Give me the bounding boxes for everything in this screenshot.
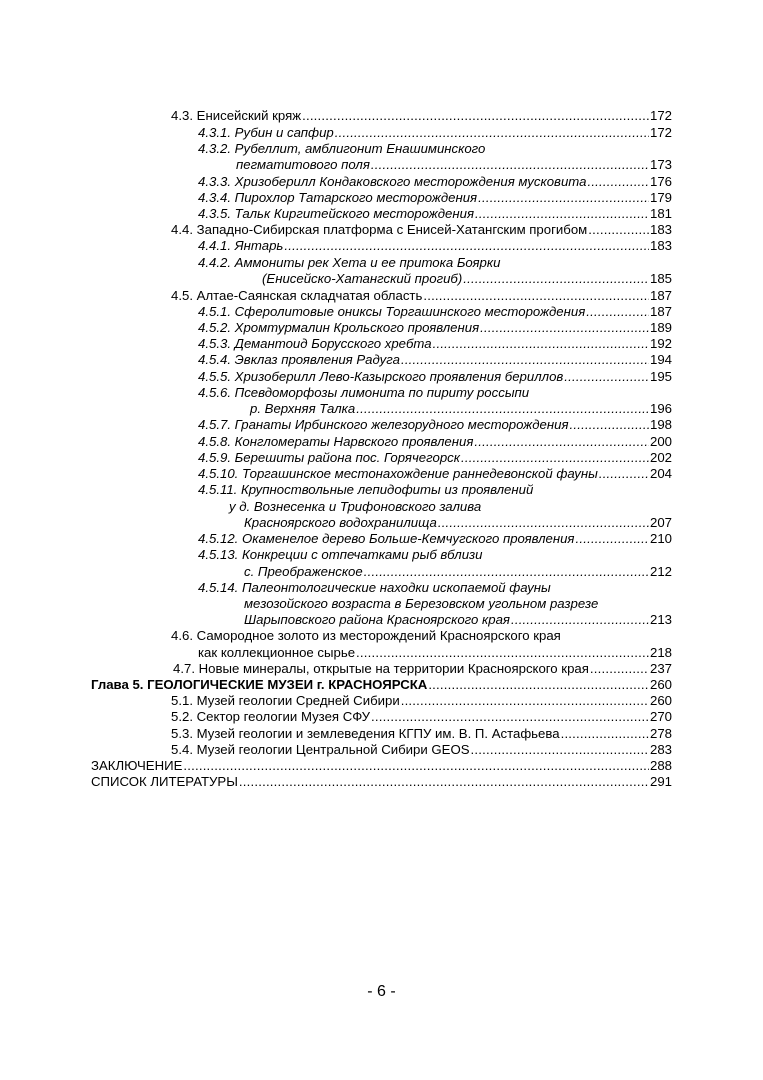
toc-entry-page: 210: [649, 531, 672, 546]
toc-entry[interactable]: [244, 515, 672, 531]
toc-entry[interactable]: [198, 174, 672, 190]
toc-entry-title: ЗАКЛЮЧЕНИЕ: [91, 758, 183, 773]
toc-entry[interactable]: [171, 742, 672, 758]
toc-entry-page: 204: [649, 466, 672, 481]
toc-entry-title: 5.4. Музей геологии Центральной Сибири GEOS: [171, 742, 470, 757]
toc-entry[interactable]: [171, 288, 672, 304]
toc-entry[interactable]: [198, 190, 672, 206]
toc-entry-page: 183: [649, 222, 672, 237]
toc-entry-page: 237: [649, 661, 672, 676]
toc-entry-title: Красноярского водохранилища: [244, 515, 437, 530]
toc-entry-page: 172: [649, 125, 672, 140]
toc-leader-dots: [471, 742, 649, 758]
toc-entry-page: 187: [649, 288, 672, 303]
toc-entry[interactable]: [198, 320, 672, 336]
toc-entry[interactable]: [171, 726, 672, 742]
toc-entry-title: 4.4. Западно-Сибирская платформа с Енисей-Хатангским прогибом: [171, 222, 588, 237]
toc-entry[interactable]: [198, 125, 672, 141]
toc-entry-page: 198: [649, 417, 672, 432]
toc-entry-page: 194: [649, 352, 672, 367]
toc-leader-dots: [356, 645, 649, 661]
toc-entry-title: 5.2. Сектор геологии Музея СФУ: [171, 709, 371, 724]
toc-leader-dots: [433, 336, 649, 352]
toc-entry[interactable]: [198, 434, 672, 450]
toc-entry-title[interactable]: 4.6. Самородное золото из месторождений Красноярского края: [171, 628, 561, 643]
toc-entry-page: 192: [649, 336, 672, 351]
toc-entry[interactable]: [198, 450, 672, 466]
toc-entry-title[interactable]: у д. Вознесенка и Трифоновского залива: [229, 499, 482, 514]
toc-leader-dots: [463, 271, 649, 287]
toc-entry-page: 195: [649, 369, 672, 384]
toc-entry-page: 260: [649, 677, 672, 692]
toc-entry-page: 288: [649, 758, 672, 773]
toc-entry-title: 4.5.12. Окаменелое дерево Больше-Кемчугского проявления: [198, 531, 575, 546]
toc-entry-title[interactable]: мезозойского возраста в Березовском угольном разрезе: [244, 596, 599, 611]
toc-entry-page: 176: [649, 174, 672, 189]
toc-entry-page: 196: [649, 401, 672, 416]
toc-entry-page: 291: [649, 774, 672, 789]
toc-leader-dots: [423, 288, 649, 304]
toc-entry-title: 4.3.5. Тальк Киргитейского месторождения: [198, 206, 475, 221]
toc-entry-page: 181: [649, 206, 672, 221]
toc-leader-dots: [183, 758, 649, 774]
toc-leader-dots: [284, 238, 649, 254]
toc-entry-page: 212: [649, 564, 672, 579]
toc-entry-page: 260: [649, 693, 672, 708]
toc-leader-dots: [599, 466, 649, 482]
toc-leader-dots: [335, 125, 649, 141]
toc-leader-dots: [588, 222, 649, 238]
toc-entry-title[interactable]: 4.5.13. Конкреции с отпечатками рыб вблизи: [198, 547, 483, 562]
toc-entry-page: 200: [649, 434, 672, 449]
toc-entry-title[interactable]: 4.3.2. Рубеллит, амблигонит Енашиминского: [198, 141, 486, 156]
toc-leader-dots: [561, 726, 649, 742]
toc-leader-dots: [428, 677, 649, 693]
toc-leader-dots: [401, 352, 649, 368]
toc-entry[interactable]: [198, 369, 672, 385]
toc-leader-dots: [564, 369, 649, 385]
toc-entry[interactable]: [198, 531, 672, 547]
toc-entry-title: 4.5.10. Торгашинское местонахождение раннедевонской фауны: [198, 466, 598, 481]
toc-entry-page: 278: [649, 726, 672, 741]
toc-entry-title: 4.5.8. Конгломераты Нарвского проявления: [198, 434, 474, 449]
toc-entry[interactable]: [198, 645, 672, 661]
toc-entry[interactable]: [236, 157, 672, 173]
toc-leader-dots: [480, 320, 649, 336]
toc-entry[interactable]: [262, 271, 672, 287]
toc-entry-title: р. Верхняя Талка: [250, 401, 356, 416]
toc-entry-page: 179: [649, 190, 672, 205]
toc-entry[interactable]: [171, 222, 672, 238]
toc-entry-title: 4.3. Енисейский кряж: [171, 108, 302, 123]
toc-leader-dots: [511, 612, 649, 628]
toc-entry-title: 4.5.9. Берешиты района пос. Горячегорск: [198, 450, 460, 465]
toc-entry-page: 207: [649, 515, 672, 530]
toc-leader-dots: [371, 157, 649, 173]
toc-entry[interactable]: [198, 206, 672, 222]
toc-entry-title: 4.5.4. Эвклаз проявления Радуга: [198, 352, 400, 367]
toc-entry-title: 4.5.7. Гранаты Ирбинского железорудного месторождения: [198, 417, 569, 432]
toc-entry-page: 270: [649, 709, 672, 724]
toc-entry-title: 4.3.3. Хризоберилл Кондаковского месторождения мусковита: [198, 174, 587, 189]
toc-leader-dots: [569, 417, 649, 433]
toc-entry-title: 4.7. Новые минералы, открытые на территории Красноярского края: [173, 661, 589, 676]
toc-leader-dots: [478, 190, 649, 206]
toc-leader-dots: [587, 174, 649, 190]
toc-entry-title: как коллекционное сырье: [198, 645, 356, 660]
toc-entry[interactable]: [173, 661, 672, 677]
toc-entry[interactable]: [250, 401, 672, 417]
toc-entry-page: 185: [649, 271, 672, 286]
toc-entry[interactable]: [198, 238, 672, 254]
toc-entry-title: Глава 5. ГЕОЛОГИЧЕСКИЕ МУЗЕИ г. КРАСНОЯРСКА: [91, 677, 428, 692]
toc-leader-dots: [461, 450, 649, 466]
toc-entry[interactable]: [171, 693, 672, 709]
toc-entry[interactable]: [91, 774, 672, 790]
toc-entry-title: 4.5.5. Хризоберилл Лево-Казырского проявления бериллов: [198, 369, 564, 384]
toc-entry-title: пегматитового поля: [236, 157, 370, 172]
toc-leader-dots: [586, 304, 649, 320]
toc-leader-dots: [356, 401, 649, 417]
toc-entry-title: 4.3.4. Пирохлор Татарского месторождения: [198, 190, 478, 205]
page-number: - 6 -: [367, 983, 396, 1000]
toc-entry-title[interactable]: 4.4.2. Аммониты рек Хета и ее притока Боярки: [198, 255, 501, 270]
toc-entry-page: 202: [649, 450, 672, 465]
toc-entry-title: 4.5. Алтае-Саянская складчатая область: [171, 288, 423, 303]
toc-entry-page: 283: [649, 742, 672, 757]
toc-entry[interactable]: [244, 564, 672, 580]
toc-entry[interactable]: [171, 709, 672, 725]
toc-chapter-entry[interactable]: [91, 677, 672, 693]
toc-entry-title: 4.5.2. Хромтурмалин Крольского проявления: [198, 320, 480, 335]
toc-entry-page: 172: [649, 108, 672, 123]
toc-entry-title[interactable]: 4.5.14. Палеонтологические находки ископаемой фауны: [198, 580, 551, 595]
toc-entry-title: 5.1. Музей геологии Средней Сибири: [171, 693, 400, 708]
toc-entry-title[interactable]: 4.5.6. Псевдоморфозы лимонита по пириту россыпи: [198, 385, 530, 400]
toc-entry-page: 189: [649, 320, 672, 335]
toc-leader-dots: [371, 709, 649, 725]
toc-entry-page: 173: [649, 157, 672, 172]
toc-leader-dots: [575, 531, 649, 547]
toc-entry[interactable]: [198, 336, 672, 352]
toc-entry[interactable]: [198, 352, 672, 368]
toc-entry-title: 4.5.3. Демантоид Борусского хребта: [198, 336, 432, 351]
toc-leader-dots: [364, 564, 649, 580]
toc-entry-title: 4.4.1. Янтарь: [198, 238, 284, 253]
toc-entry[interactable]: [244, 612, 672, 628]
toc-entry-title: 5.3. Музей геологии и землеведения КГПУ им. В. П. Астафьева: [171, 726, 560, 741]
toc-entry-title: (Енисейско-Хатангский прогиб): [262, 271, 463, 286]
toc-leader-dots: [475, 206, 649, 222]
toc-entry-title: СПИСОК ЛИТЕРАТУРЫ: [91, 774, 238, 789]
toc-leader-dots: [438, 515, 649, 531]
toc-entry[interactable]: [198, 304, 672, 320]
toc-entry-page: 187: [649, 304, 672, 319]
toc-entry-page: 213: [649, 612, 672, 627]
toc-entry-page: 218: [649, 645, 672, 660]
toc-entry-title: 4.3.1. Рубин и сапфир: [198, 125, 334, 140]
toc-leader-dots: [474, 434, 649, 450]
toc-entry[interactable]: [91, 758, 672, 774]
toc-entry[interactable]: [171, 108, 672, 124]
toc-entry[interactable]: [198, 466, 672, 482]
toc-entry-page: 183: [649, 238, 672, 253]
toc-entry[interactable]: [198, 417, 672, 433]
toc-leader-dots: [590, 661, 649, 677]
toc-entry-title: с. Преображенское: [244, 564, 363, 579]
toc-leader-dots: [239, 774, 649, 790]
toc-leader-dots: [401, 693, 649, 709]
toc-leader-dots: [302, 108, 649, 124]
toc-entry-title: 4.5.1. Сферолитовые ониксы Торгашинского месторождения: [198, 304, 586, 319]
toc-entry-title[interactable]: 4.5.11. Крупноствольные лепидофиты из проявлений: [198, 482, 534, 497]
toc-entry-title: Шарыповского района Красноярского края: [244, 612, 510, 627]
